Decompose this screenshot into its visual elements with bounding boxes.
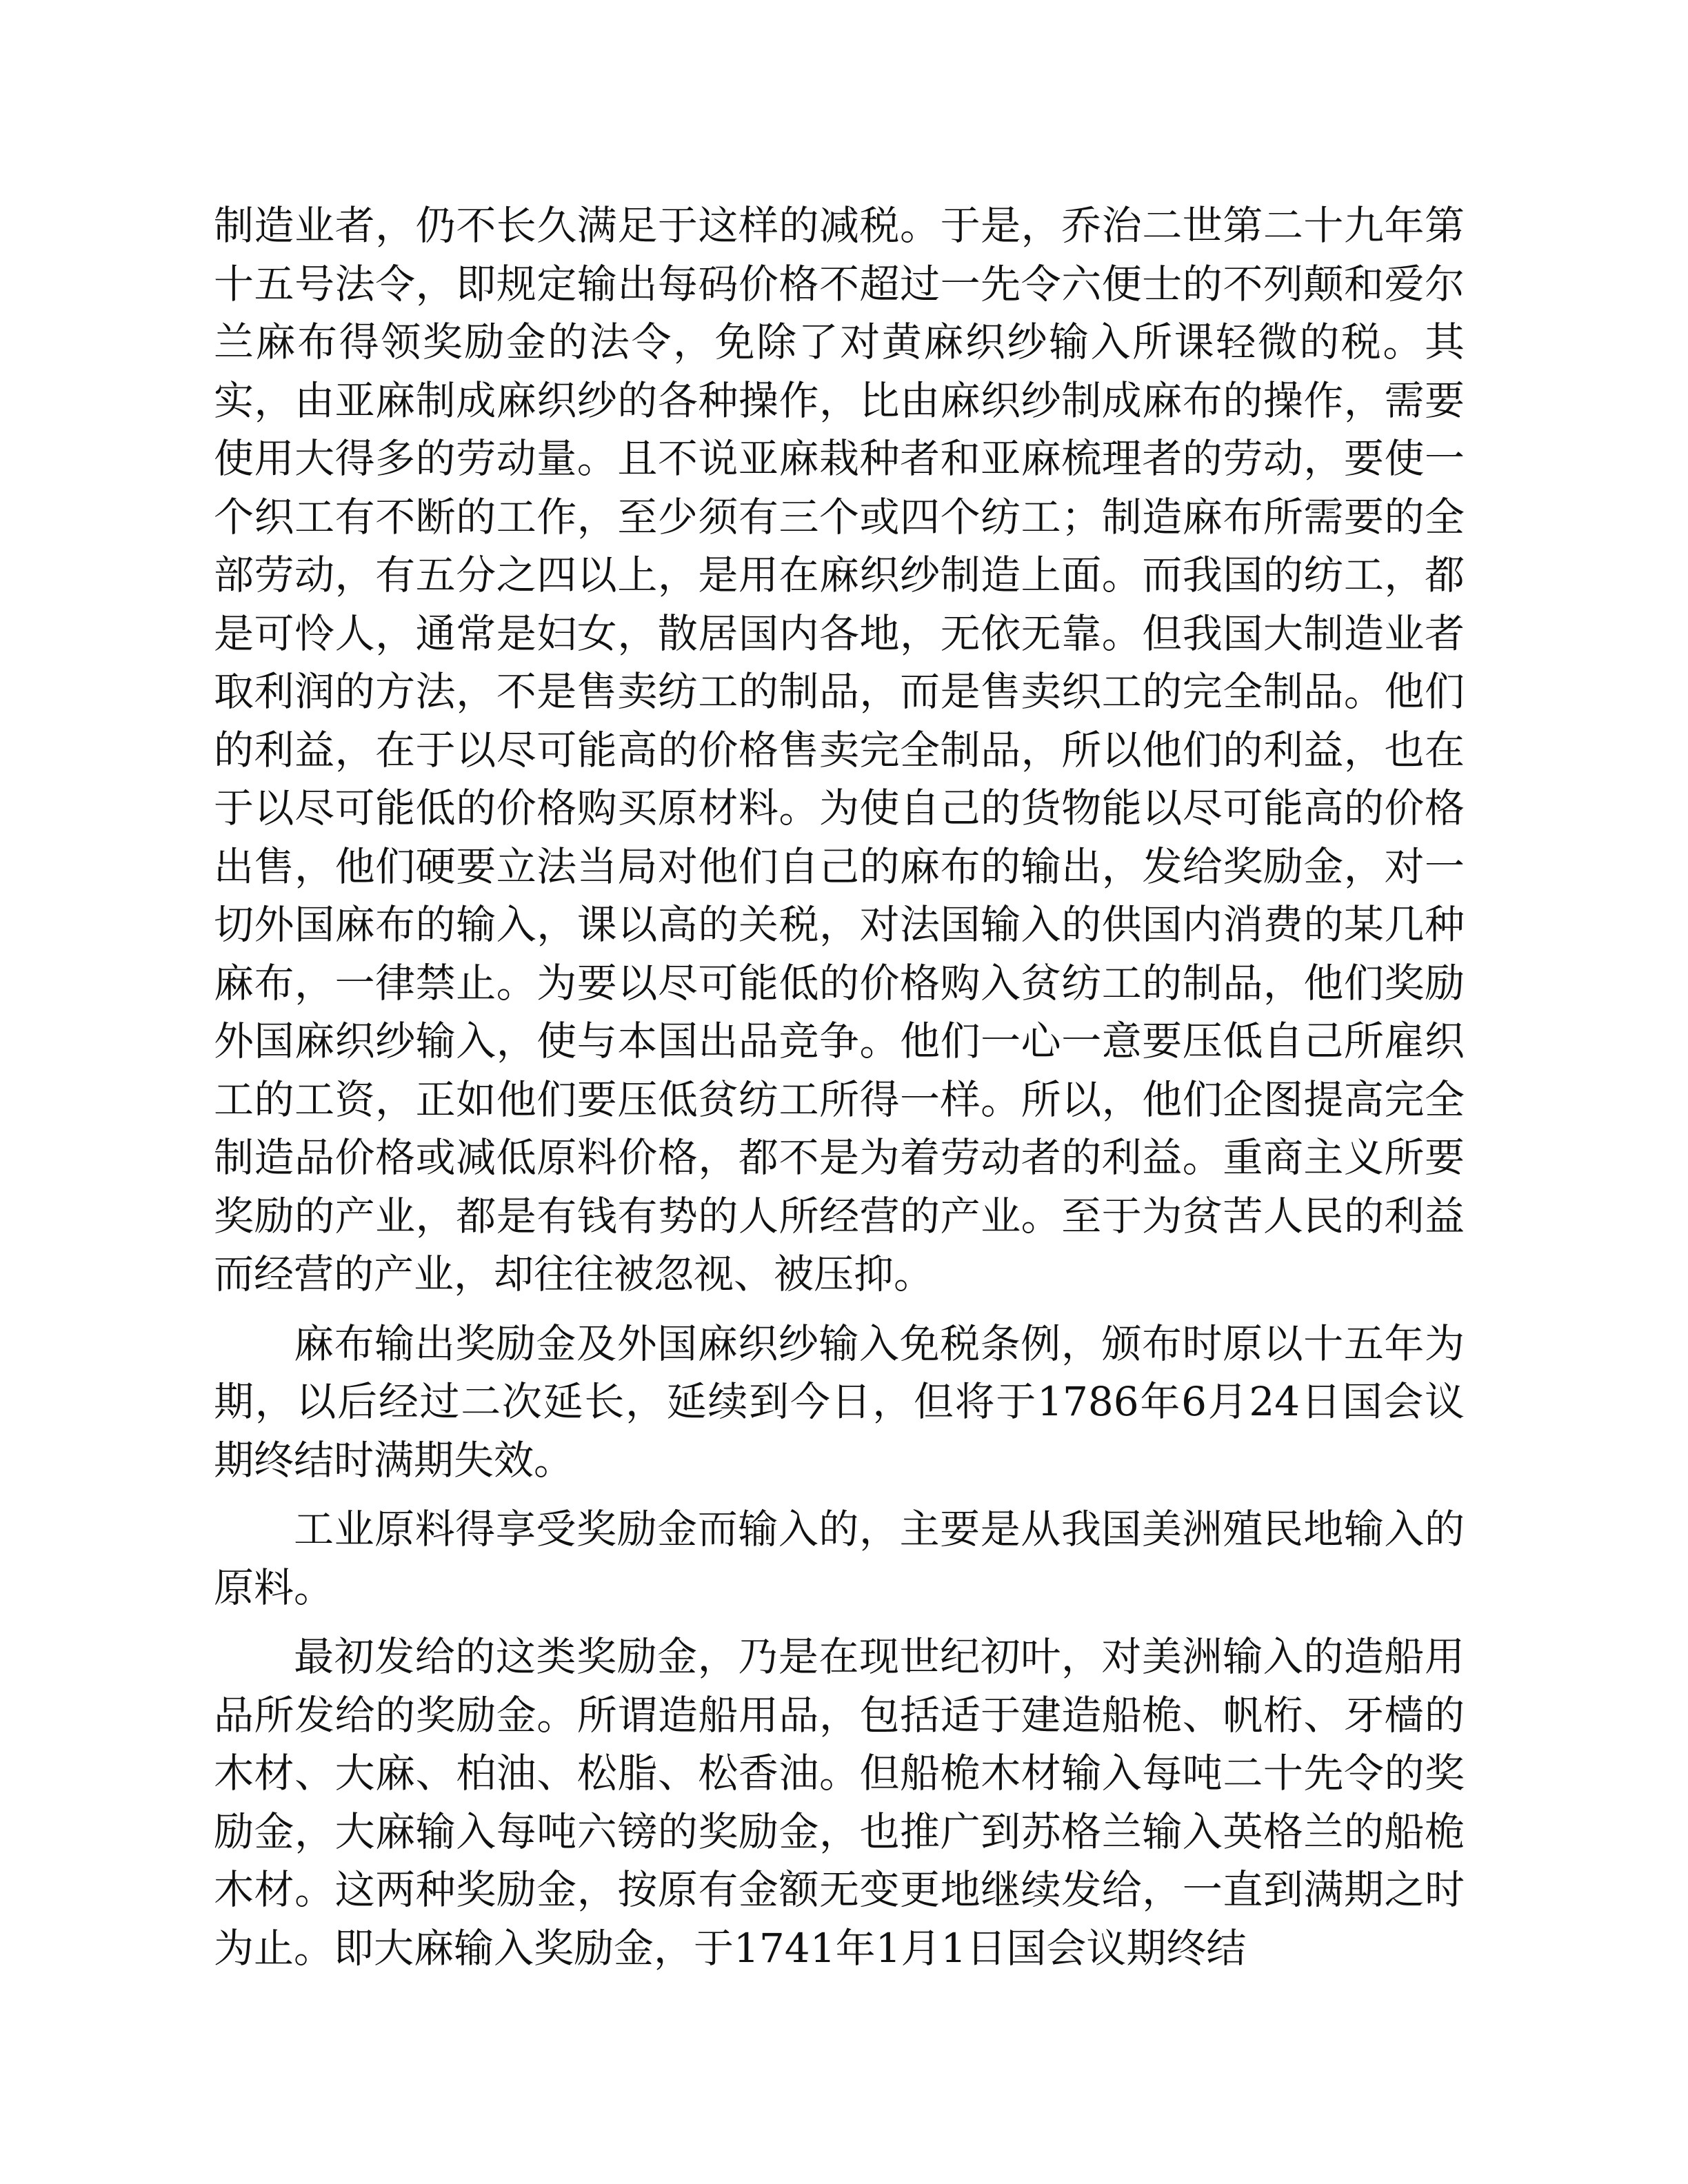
paragraph-4: 最初发给的这类奖励金，乃是在现世纪初叶，对美洲输入的造船用品所发给的奖励金。所谓造船用品，包括适于建造船桅、帆桁、牙樯的木材、大麻、柏油、松脂、松香油。但船桅木材输入每吨二十先令的奖励金，大麻输入每吨六镑的奖励金，也推广到苏格兰输入英格兰的船桅木材。这两种奖励金，按原有金额无变更地继续发给，一直到满期之时为止。即大麻输入奖励金，于1741年1月1日国会议期终结 bbox=[214, 1633, 1465, 1972]
paragraph-2: 麻布输出奖励金及外国麻织纱输入免税条例，颁布时原以十五年为期，以后经过二次延长，延续到今日，但将于1786年6月24日国会议期终结时满期失效。 bbox=[214, 1320, 1465, 1484]
paragraph-3: 工业原料得享受奖励金而输入的，主要是从我国美洲殖民地输入的原料。 bbox=[214, 1506, 1465, 1611]
body-text bbox=[214, 196, 1465, 1988]
paragraph-1: 制造业者，仍不长久满足于这样的减税。于是，乔治二世第二十九年第十五号法令，即规定输出每码价格不超过一先令六便士的不列颠和爱尔兰麻布得领奖励金的法令，免除了对黄麻织纱输入所课轻微的税。其实，由亚麻制成麻织纱的各种操作，比由麻织纱制成麻布的操作，需要使用大得多的劳动量。且不说亚麻栽种者和亚麻梳理者的劳动，要使一个织工有不断的工作，至少须有三个或四个纺工；制造麻布所需要的全部劳动，有五分之四以上，是用在麻织纱制造上面。而我国的纺工，都是可怜人，通常是妇女，散居国内各地，无依无靠。但我国大制造业者取利润的方法，不是售卖纺工的制品，而是售卖织工的完全制品。他们的利益，在于以尽可能高的价格售卖完全制品，所以他们的利益，也在于以尽可能低的价格购买原材料。为使自己的货物能以尽可能高的价格出售，他们硬要立法当局对他们自己的麻布的输出，发给奖励金，对一切外国麻布的输入，课以高的关税，对法国输入的供国内消费的某几种麻布，一律禁止。为要以尽可能低的价格购入贫纺工的制品，他们奖励外国麻织纱输入，使与本国出品竞争。他们一心一意要压低自己所雇织工的工资，正如他们要压低贫纺工所得一样。所以，他们企图提高完全制造品价格或减低原料价格，都不是为着劳动者的利益。重商主义所要奖励的产业，都是有钱有势的人所经营的产业。至于为贫苦人民的利益而经营的产业，却往往被忽视、被压抑。 bbox=[214, 202, 1465, 1297]
